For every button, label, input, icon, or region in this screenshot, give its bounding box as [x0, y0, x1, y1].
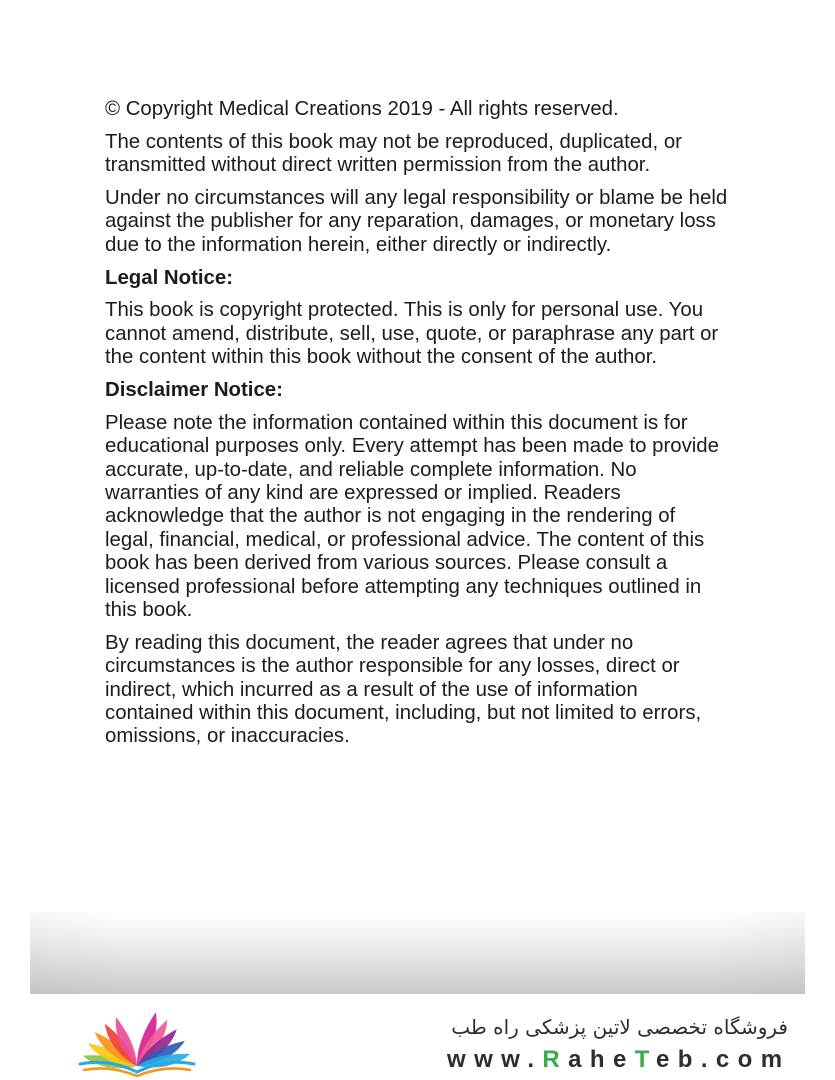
reproduction-paragraph: The contents of this book may not be reproduced, duplicated, or transmitted without direct written permission from the author.	[105, 130, 682, 177]
disclaimer-notice-heading: Disclaimer Notice:	[105, 379, 283, 402]
agreement-paragraph: By reading this document, the reader agrees that under no circumstances is the author responsible for any losses, direct or indirect, which incurred as a result of the use of information contained within this document, including, but not limited to errors, omissions, or inaccuracies.	[105, 631, 702, 748]
legal-notice-body: This book is copyright protected. This is only for personal use. You cannot amend, distribute, sell, use, quote, or paraphrase any part or the content within this book without the consent of the author.	[105, 299, 719, 369]
website-letter: h	[589, 1046, 613, 1073]
website-letter: w	[447, 1046, 475, 1073]
legal-notice-heading: Legal Notice:	[105, 266, 234, 289]
footer-band	[30, 912, 805, 994]
website-letter: m	[760, 1046, 791, 1073]
website-letter: b	[677, 1046, 701, 1073]
logo-leaves	[81, 1010, 191, 1075]
store-name: فروشگاه تخصصی لاتین پزشکی راه طب	[451, 1015, 788, 1039]
open-book-logo-icon	[72, 1004, 202, 1078]
website-letter: o	[737, 1046, 761, 1073]
disclaimer-notice-body: Please note the information contained within this document is for educational purposes only. Every attempt has been made to provide accurate, up-to-date, and reliable complete information. No warranties of any kind are expressed or implied. Readers acknowledge that the author is not engaging in the rendering of legal, financial, medical, or professional advice. The content of this book has been derived from various sources. Please consult a licensed professional before attempting any techniques outlined in this book.	[105, 411, 719, 622]
website-letter: e	[656, 1046, 678, 1073]
copyright-line: © Copyright Medical Creations 2019 - All rights reserved.	[105, 98, 619, 120]
website-letter: .	[700, 1046, 716, 1073]
liability-paragraph: Under no circumstances will any legal responsibility or blame be held against the publisher for any reparation, damages, or monetary loss due to the information herein, either directly or indirectly.	[105, 187, 728, 256]
website-accent-letter: T	[634, 1046, 656, 1073]
website-letter: e	[612, 1046, 635, 1073]
website-url	[447, 1045, 790, 1075]
website-letter: .	[527, 1046, 543, 1073]
website-accent-letter: R	[542, 1046, 569, 1073]
website-letter: c	[715, 1046, 738, 1073]
document-body	[105, 98, 805, 758]
website-letter: a	[568, 1046, 590, 1073]
website-letter: w	[474, 1046, 502, 1073]
website-letter: w	[501, 1046, 528, 1073]
